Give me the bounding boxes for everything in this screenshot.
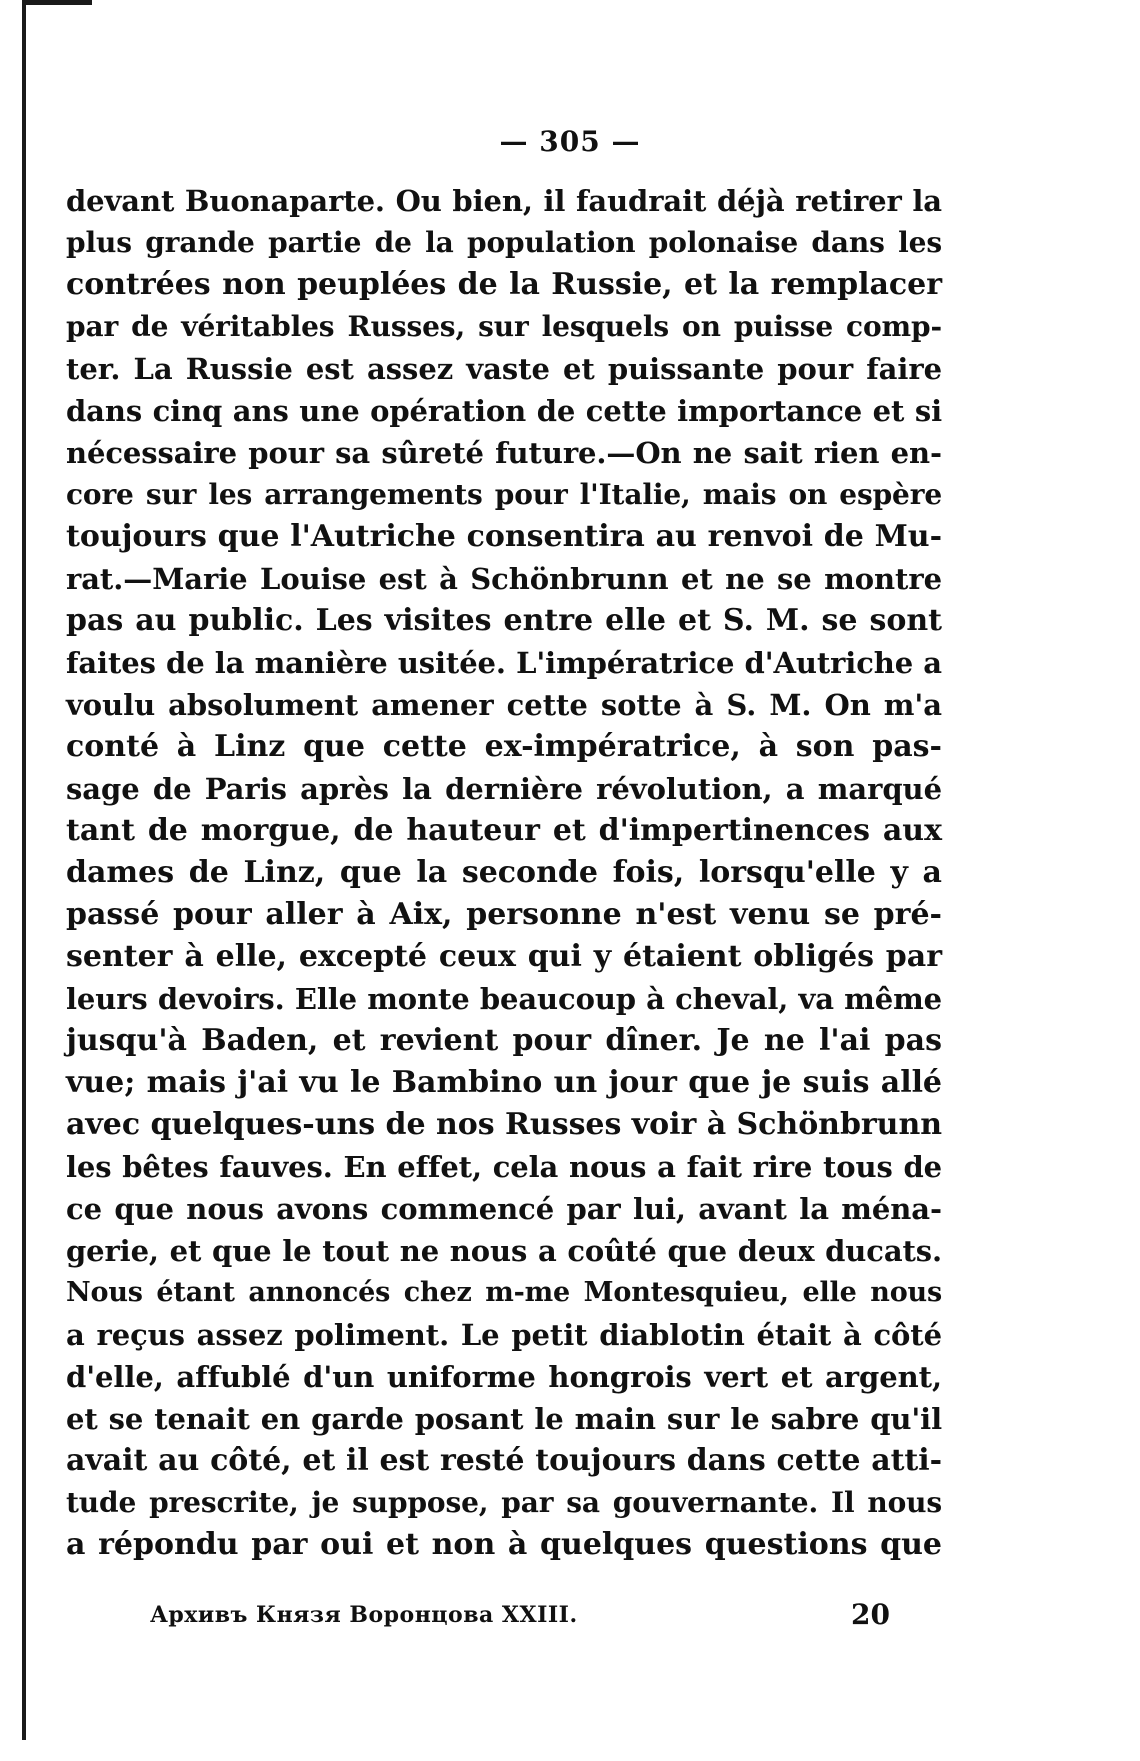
footer-signature: Архивъ Князя Воронцова XXIII.	[150, 1602, 578, 1628]
scan-corner-shadow	[22, 0, 92, 5]
text-line: devant Buonaparte. Ou bien, il faudrait déjà retirer la	[66, 184, 942, 218]
text-line: dans cinq ans une opération de cette importance et si	[66, 394, 942, 428]
text-line: toujours que l'Autriche consentira au renvoi de Mu-	[66, 519, 942, 554]
text-line: a reçus assez poliment. Le petit diablotin était à côté	[66, 1318, 942, 1352]
page-number: — 305 —	[499, 125, 641, 158]
text-line: rat.—Marie Louise est à Schönbrunn et ne se montre	[66, 562, 942, 596]
text-line: avait au côté, et il est resté toujours dans cette atti-	[66, 1443, 942, 1478]
text-line: gerie, et que le tout ne nous a coûté que deux ducats.	[66, 1234, 942, 1268]
text-line: d'elle, affublé d'un uniforme hongrois vert et argent,	[66, 1360, 942, 1394]
text-line: jusqu'à Baden, et revient pour dîner. Je ne l'ai pas	[66, 1023, 942, 1058]
text-line: core sur les arrangements pour l'Italie, mais on espère	[66, 478, 942, 511]
text-line: ter. La Russie est assez vaste et puissante pour faire	[66, 352, 942, 386]
text-line: par de véritables Russes, sur lesquels on puisse comp-	[66, 310, 942, 343]
text-line: et se tenait en garde posant le main sur le sabre qu'il	[66, 1402, 942, 1436]
text-line: plus grande partie de la population polonaise dans les	[66, 226, 942, 259]
text-line: pas au public. Les visites entre elle et S. M. se sont	[66, 603, 942, 638]
text-line: senter à elle, excepté ceux qui y étaient obligés par	[66, 939, 942, 974]
text-line: conté à Linz que cette ex-impératrice, à son pas-	[66, 729, 942, 764]
body-text	[66, 180, 942, 1566]
text-line: les bêtes fauves. En effet, cela nous a fait rire tous de	[66, 1150, 942, 1184]
text-line: contrées non peuplées de la Russie, et la remplacer	[66, 267, 942, 302]
text-line: tant de morgue, de hauteur et d'impertinences aux	[66, 813, 942, 848]
text-line: vue; mais j'ai vu le Bambino un jour que je suis allé	[66, 1065, 942, 1100]
text-line: nécessaire pour sa sûreté future.—On ne sait rien en-	[66, 436, 942, 470]
text-line: sage de Paris après la dernière révolution, a marqué	[66, 772, 942, 806]
text-line: ce que nous avons commencé par lui, avant la ména-	[66, 1192, 942, 1226]
page-footer	[150, 1598, 890, 1636]
text-line: tude prescrite, je suppose, par sa gouvernante. Il nous	[66, 1486, 942, 1519]
text-line: passé pour aller à Aix, personne n'est venu se pré-	[66, 897, 942, 932]
scan-edge-shadow	[22, 0, 26, 1740]
text-line: avec quelques-uns de nos Russes voir à Schönbrunn	[66, 1107, 942, 1142]
text-line: dames de Linz, que la seconde fois, lorsqu'elle y a	[66, 855, 942, 890]
footer-sheet-number: 20	[851, 1598, 890, 1631]
text-line: leurs devoirs. Elle monte beaucoup à cheval, va même	[66, 982, 942, 1016]
text-line: faites de la manière usitée. L'impératrice d'Autriche a	[66, 646, 942, 680]
text-line: a répondu par oui et non à quelques questions que	[66, 1527, 942, 1562]
text-line: Nous étant annoncés chez m-me Montesquieu, elle nous	[66, 1277, 942, 1308]
text-line: voulu absolument amener cette sotte à S. M. On m'a	[66, 688, 942, 722]
